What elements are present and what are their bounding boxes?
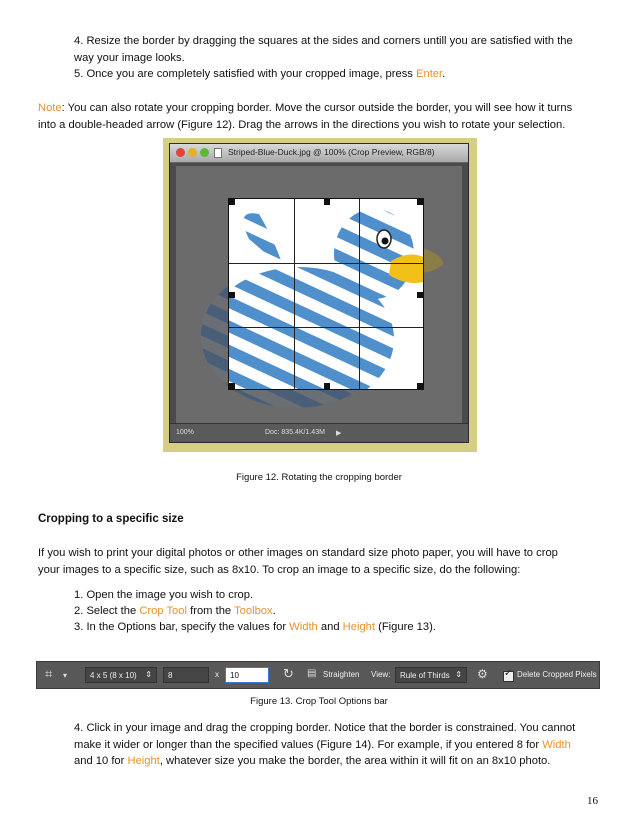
tool-preset-arrow-icon[interactable]: ▾ <box>63 671 68 680</box>
section-paragraph <box>38 545 618 578</box>
note-label: Note <box>38 102 62 114</box>
delete-cropped-checkbox[interactable]: ✓ <box>503 671 514 682</box>
select-arrows-icon: ⇕ <box>455 670 462 679</box>
note-line-2: into a double-headed arrow (Figure 12). Drag the arrows in the directions you wish to rotate your selection. <box>38 118 566 131</box>
step-5-text: 5. Once you are completely satisfied with your cropped image, press <box>74 68 417 80</box>
step-4-line-1: 4. Resize the border by dragging the squares at the sides and corners untill you are satisfied with the <box>74 35 573 47</box>
cropped-duck <box>229 199 424 390</box>
duck-head <box>334 209 414 299</box>
crop-handle-left[interactable] <box>229 292 235 298</box>
crop-handle-top-right[interactable] <box>417 199 423 205</box>
view-overlay-select[interactable]: Rule of Thirds ⇕ <box>395 667 467 683</box>
step-4b-line-1: 4. Click in your image and drag the cropping border. Notice that the border is constrained. You cannot <box>74 722 576 734</box>
straighten-icon[interactable]: ▤ <box>307 668 317 679</box>
ratio-preset-value: 4 x 5 (8 x 10) <box>90 671 137 680</box>
zoom-level[interactable]: 100% <box>176 429 194 436</box>
step-4-line-2: way your image looks. <box>74 51 185 64</box>
crop-handle-top-left[interactable] <box>229 199 235 205</box>
zoom-window-icon[interactable] <box>200 148 209 157</box>
crop-tool-highlight: Crop Tool <box>139 605 187 617</box>
view-label: View: <box>371 670 391 679</box>
figure-13-caption: Figure 13. Crop Tool Options bar <box>250 696 388 707</box>
crop-handle-top[interactable] <box>324 199 330 205</box>
figure-12 <box>163 138 477 452</box>
step-1: 1. Open the image you wish to crop. <box>74 589 254 601</box>
section-heading: Cropping to a specific size <box>38 513 184 525</box>
window-title: Striped-Blue-Duck.jpg @ 100% (Crop Preview, RGB/8) <box>228 147 435 157</box>
photoshop-window <box>169 143 469 443</box>
crop-handle-bottom-left[interactable] <box>229 383 235 389</box>
crop-border[interactable] <box>228 198 424 390</box>
crop-options-bar <box>36 661 600 689</box>
step-5-period: . <box>442 68 446 80</box>
crop-tool-icon[interactable]: ⌗ <box>45 666 53 681</box>
toolbox-highlight: Toolbox <box>234 605 273 617</box>
page-number: 16 <box>587 795 598 807</box>
times-label: x <box>215 670 219 679</box>
enter-key-highlight: Enter <box>416 68 443 80</box>
clear-rotate-icon[interactable]: ↻ <box>283 666 294 681</box>
document-size: Doc: 835.4K/1.43M <box>265 429 325 436</box>
image-canvas[interactable] <box>176 166 462 424</box>
height-highlight: Height <box>342 621 376 633</box>
figure-12-caption: Figure 12. Rotating the cropping border <box>236 472 402 483</box>
crop-handle-bottom-right[interactable] <box>417 383 423 389</box>
close-window-icon[interactable] <box>176 148 185 157</box>
status-arrow-icon[interactable]: ▶ <box>336 430 342 437</box>
crop-handle-right[interactable] <box>417 292 423 298</box>
window-titlebar <box>170 144 468 163</box>
document-icon <box>214 148 222 158</box>
select-arrows-icon: ⇕ <box>145 670 152 679</box>
step-4-constrain: 4. Click in your image and drag the cropping border. Notice that the border is constrained. You cannot make it wider or longer than the specified values (Figure 14). For example, if you entered 8 for Width and 10 for Height, whatever size you make the border, the area within it will fit on an 8x10 photo. <box>74 720 604 770</box>
width-highlight-2: Width <box>542 738 571 751</box>
width-field[interactable]: 8 <box>163 667 209 683</box>
step-2: 2. Select the Crop Tool from the Toolbox. <box>74 605 276 617</box>
note-line-1: : You can also rotate your cropping border. Move the cursor outside the border, you will see how it turns <box>61 102 573 114</box>
step-3: 3. In the Options bar, specify the values for Width and Height (Figure 13). <box>74 621 436 633</box>
height-highlight-2: Height <box>127 755 160 767</box>
status-bar <box>170 423 468 442</box>
width-highlight: Width <box>289 621 318 633</box>
ratio-preset-select[interactable] <box>85 667 157 683</box>
minimize-window-icon[interactable] <box>188 148 197 157</box>
crop-handle-bottom[interactable] <box>324 383 330 389</box>
step-5-enter <box>74 66 594 83</box>
section-line-1: If you wish to print your digital photos or other images on standard size photo paper, you will have to crop <box>38 547 558 559</box>
height-field[interactable]: 10 <box>225 667 269 683</box>
note-paragraph <box>38 100 618 133</box>
step-4-resize <box>74 33 594 66</box>
straighten-button[interactable]: Straighten <box>323 670 360 679</box>
delete-cropped-label[interactable]: Delete Cropped Pixels <box>517 670 597 679</box>
section-line-2: your images to a specific size, such as 8x10. To crop an image to a specific size, do the following: <box>38 563 521 576</box>
settings-gear-icon[interactable]: ⚙ <box>477 667 488 681</box>
